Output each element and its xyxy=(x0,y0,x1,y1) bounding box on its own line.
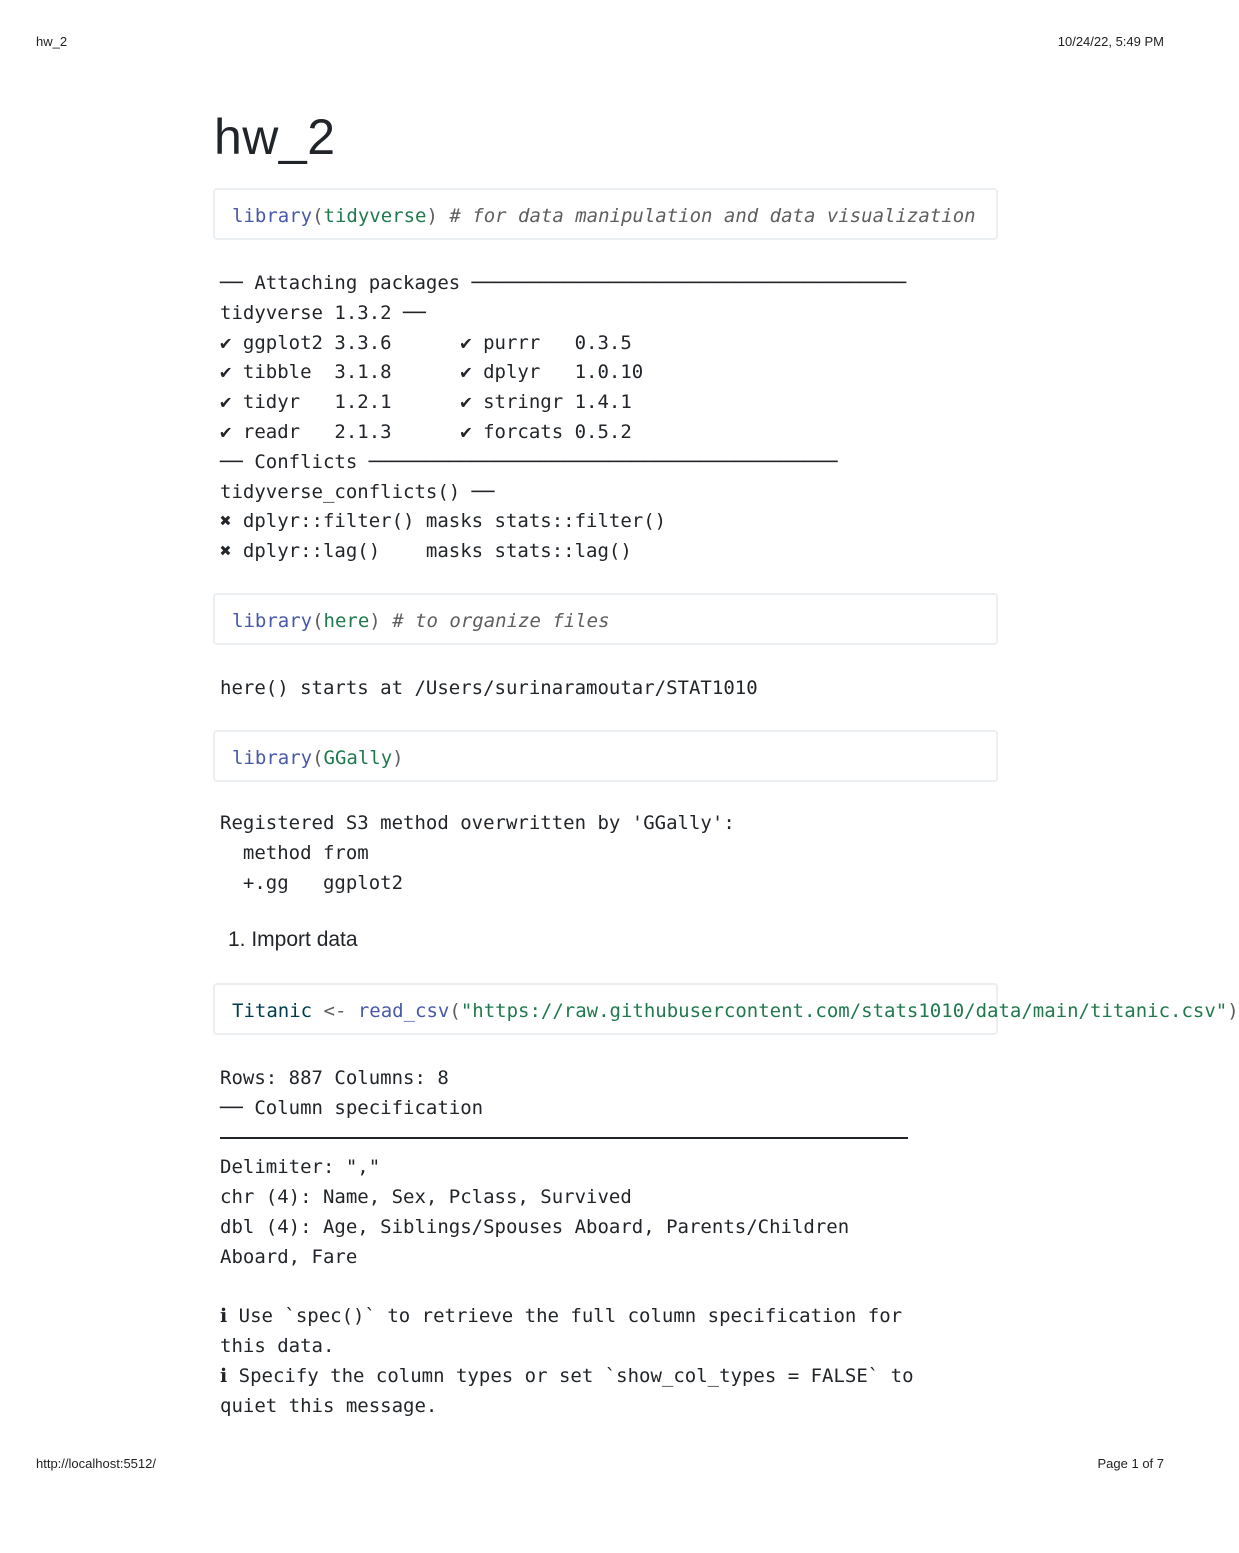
output-line: ── Attaching packages ────────────────────────────────────── xyxy=(220,272,907,294)
code-string: "https://raw.githubusercontent.com/stats1010/data/main/titanic.csv" xyxy=(460,1000,1228,1022)
code-paren-open: ( xyxy=(312,205,324,227)
output-here xyxy=(220,674,758,704)
output-read-csv xyxy=(220,1064,914,1422)
output-line: ✖ dplyr::lag() masks stats::lag() xyxy=(220,540,632,563)
print-footer-url: http://localhost:5512/ xyxy=(36,1456,156,1471)
output-line: ✖ dplyr::filter() masks stats::filter() xyxy=(220,510,667,533)
output-line: chr (4): Name, Sex, Pclass, Survived xyxy=(220,1186,632,1209)
section-heading-import-data: 1. Import data xyxy=(228,928,358,951)
code-chunk-read-csv[interactable] xyxy=(213,983,1239,1035)
code-paren-open: ( xyxy=(312,610,324,632)
output-line: tidyverse_conflicts() ── xyxy=(220,480,495,503)
output-line: Delimiter: "," xyxy=(220,1156,381,1179)
code-paren-close: ) xyxy=(369,610,381,632)
output-line: +.gg ggplot2 xyxy=(220,871,404,894)
code-function: library xyxy=(232,610,313,632)
output-line: ℹ Specify the column types or set `show_col_types = FALSE` to xyxy=(220,1364,914,1387)
output-line: dbl (4): Age, Siblings/Spouses Aboard, Parents/Children xyxy=(220,1215,850,1238)
output-line: tidyverse 1.3.2 ── xyxy=(220,301,426,324)
output-line: quiet this message. xyxy=(220,1394,438,1417)
code-paren-close: ) xyxy=(392,747,404,769)
output-line: this data. xyxy=(220,1335,335,1358)
print-header-timestamp: 10/24/22, 5:49 PM xyxy=(1057,34,1164,49)
output-attaching-packages xyxy=(220,269,906,567)
code-paren-open: ( xyxy=(449,1000,461,1022)
code-function: library xyxy=(232,205,313,227)
output-line: ✔ tidyr 1.2.1 ✔ stringr 1.4.1 xyxy=(220,391,632,414)
code-function: read_csv xyxy=(357,1000,450,1022)
output-line xyxy=(220,1273,914,1303)
code-comment: # to organize files xyxy=(380,610,610,632)
code-chunk-library-tidyverse[interactable] xyxy=(213,188,998,240)
code-variable: Titanic xyxy=(232,1000,313,1022)
code-argument: here xyxy=(323,610,370,632)
output-line: ℹ Use `spec()` to retrieve the full column specification for xyxy=(220,1305,903,1328)
document-title: hw_2 xyxy=(214,109,336,165)
code-paren-close: ) xyxy=(426,205,438,227)
output-line: ✔ ggplot2 3.3.6 ✔ purrr 0.3.5 xyxy=(220,331,632,354)
code-comment: # for data manipulation and data visualization xyxy=(437,205,976,227)
output-line: ✔ tibble 3.1.8 ✔ dplyr 1.0.10 xyxy=(220,361,644,384)
code-argument: GGally xyxy=(323,747,393,769)
output-line: ── Conflicts ───────────────────────────────────────── xyxy=(220,450,838,473)
output-line: method from xyxy=(220,841,369,864)
print-header-title: hw_2 xyxy=(36,34,68,49)
column-spec-rule xyxy=(220,1137,908,1139)
output-line: here() starts at /Users/surinaramoutar/STAT1010 xyxy=(220,677,758,699)
code-argument: tidyverse xyxy=(323,205,427,227)
code-chunk-library-ggally[interactable] xyxy=(213,730,998,782)
output-line: Registered S3 method overwritten by 'GGally': xyxy=(220,812,735,834)
output-line: ✔ readr 2.1.3 ✔ forcats 0.5.2 xyxy=(220,420,632,443)
output-line: Rows: 887 Columns: 8 xyxy=(220,1067,449,1089)
output-line: Aboard, Fare xyxy=(220,1245,358,1268)
print-footer-page: Page 1 of 7 xyxy=(1097,1456,1164,1471)
output-line: ── Column specification xyxy=(220,1096,484,1119)
code-paren-close: ) xyxy=(1227,1000,1239,1022)
code-function: library xyxy=(232,747,313,769)
code-operator: <- xyxy=(312,1000,358,1022)
output-ggally xyxy=(220,809,735,898)
code-chunk-library-here[interactable] xyxy=(213,593,998,645)
code-paren-open: ( xyxy=(312,747,324,769)
